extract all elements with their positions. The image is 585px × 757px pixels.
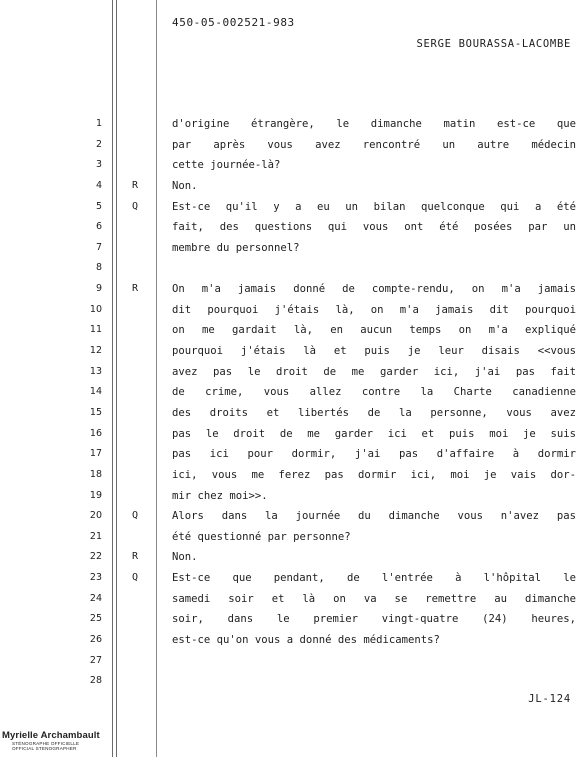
speaker-marker xyxy=(128,444,142,465)
transcript-line: par après vous avez rencontré un autre médecin xyxy=(172,138,576,151)
transcript-line: Non. xyxy=(172,551,198,564)
line-number: 14 xyxy=(89,386,102,398)
line-number: 23 xyxy=(89,572,102,584)
transcript-line: d'origine étrangère, le dimanche matin est-ce que xyxy=(172,118,576,130)
speaker-marker: Q xyxy=(131,200,139,212)
line-number: 7 xyxy=(95,241,102,253)
line-number: 21 xyxy=(89,530,102,542)
transcript-line: Est-ce que pendant, de l'entrée à l'hôpital le xyxy=(172,572,576,585)
transcript-line: fait, des questions qui vous ont été posées par un xyxy=(172,221,576,234)
transcript-line: cette journée-là? xyxy=(172,159,281,172)
transcript-line: membre du personnel? xyxy=(172,241,300,254)
line-number: 27 xyxy=(89,654,102,666)
transcript-line: Non. xyxy=(172,179,198,192)
transcript-line: dit pourquoi j'étais là, on m'a jamais dit pourquoi xyxy=(172,303,576,316)
speaker-marker xyxy=(128,486,142,507)
transcript-line: pas le droit de me garder ici et puis moi je suis xyxy=(172,427,576,440)
transcript-line: Est-ce qu'il y a eu un bilan quelconque qui a été xyxy=(172,200,576,213)
speaker-marker xyxy=(128,671,142,692)
transcript-line: samedi soir et là on va se remettre au dimanche xyxy=(172,592,576,605)
speaker-marker xyxy=(128,403,142,424)
line-number: 22 xyxy=(89,551,102,563)
stenographer-stamp xyxy=(2,730,110,752)
transcript-body xyxy=(172,114,576,692)
line-number: 28 xyxy=(89,675,102,687)
speaker-marker xyxy=(128,300,142,321)
line-number: 24 xyxy=(89,592,102,604)
speaker-marker xyxy=(128,527,142,548)
text-margin-rule xyxy=(156,0,157,757)
line-number: 1 xyxy=(95,118,102,129)
line-number: 11 xyxy=(89,324,102,336)
margin-rule-outer xyxy=(112,0,113,757)
page-reference: JL-124 xyxy=(528,693,571,705)
transcript-line: ici, vous me ferez pas dormir ici, moi je vais dor- xyxy=(172,468,576,481)
stenographer-name: Myrielle Archambault xyxy=(2,730,100,741)
speaker-marker: R xyxy=(131,283,139,295)
transcript-line: avez pas le droit de me garder ici, j'ai pas fait xyxy=(172,365,576,378)
speaker-marker xyxy=(128,341,142,362)
speaker-marker xyxy=(128,258,142,279)
transcript-line: On m'a jamais donné de compte-rendu, on m'a jamais xyxy=(172,283,576,296)
speaker-marker: R xyxy=(131,551,139,563)
line-number: 18 xyxy=(89,468,102,480)
line-number: 15 xyxy=(89,406,102,418)
speaker-marker xyxy=(128,465,142,486)
transcript-line xyxy=(172,671,576,692)
line-number: 19 xyxy=(89,489,102,501)
document-number: 450-05-002521-983 xyxy=(172,16,295,29)
transcript-line: pourquoi j'étais là et puis je leur disais <<vous xyxy=(172,345,576,358)
witness-name: SERGE BOURASSA-LACOMBE xyxy=(416,38,571,50)
speaker-marker xyxy=(128,217,142,238)
transcript-line xyxy=(172,651,576,672)
speaker-marker: Q xyxy=(131,510,139,522)
speaker-marker xyxy=(128,114,142,135)
speaker-marker xyxy=(128,155,142,176)
speaker-marker xyxy=(128,630,142,651)
speaker-marker xyxy=(128,609,142,630)
line-number: 13 xyxy=(89,365,102,377)
line-number: 5 xyxy=(95,200,102,212)
transcript-line: des droits et libertés de la personne, vous avez xyxy=(172,406,576,419)
speaker-marker xyxy=(128,135,142,156)
transcript-line: Alors dans la journée du dimanche vous n'avez pas xyxy=(172,510,576,523)
line-number: 3 xyxy=(95,159,102,171)
transcript-line: est-ce qu'on vous a donné des médicaments? xyxy=(172,634,440,647)
transcript-line: on me gardait là, en aucun temps on m'a expliqué xyxy=(172,324,576,337)
speaker-marker xyxy=(128,589,142,610)
transcript-line: mir chez moi>>. xyxy=(172,489,268,502)
transcript-line xyxy=(172,258,576,279)
transcript-line: de crime, vous allez contre la Charte canadienne xyxy=(172,386,576,399)
stenographer-title-en: OFFICIAL STENOGRAPHER xyxy=(12,746,77,752)
speaker-column xyxy=(128,114,142,692)
speaker-marker xyxy=(128,424,142,445)
line-number: 20 xyxy=(89,510,102,522)
margin-rule-inner xyxy=(116,0,117,757)
line-number: 10 xyxy=(89,303,102,315)
line-number: 16 xyxy=(89,427,102,439)
line-number: 25 xyxy=(89,613,102,625)
speaker-marker xyxy=(128,362,142,383)
line-number-column xyxy=(82,114,102,692)
speaker-marker: Q xyxy=(131,572,139,584)
stenographer-title-fr: STÉNOGRAPHE OFFICIELLE xyxy=(12,741,80,746)
line-number: 26 xyxy=(89,634,102,646)
line-number: 17 xyxy=(89,448,102,460)
line-number: 8 xyxy=(95,262,102,274)
speaker-marker xyxy=(128,382,142,403)
transcript-line: pas ici pour dormir, j'ai pas d'affaire à dormir xyxy=(172,448,576,461)
line-number: 4 xyxy=(95,179,102,191)
speaker-marker xyxy=(128,238,142,259)
line-number: 9 xyxy=(95,283,102,295)
line-number: 6 xyxy=(95,221,102,233)
line-number: 12 xyxy=(89,345,102,357)
line-number: 2 xyxy=(95,138,102,150)
transcript-line: soir, dans le premier vingt-quatre (24) heures, xyxy=(172,613,576,626)
speaker-marker: R xyxy=(131,179,139,191)
transcript-line: été questionné par personne? xyxy=(172,530,351,543)
speaker-marker xyxy=(128,320,142,341)
speaker-marker xyxy=(128,651,142,672)
